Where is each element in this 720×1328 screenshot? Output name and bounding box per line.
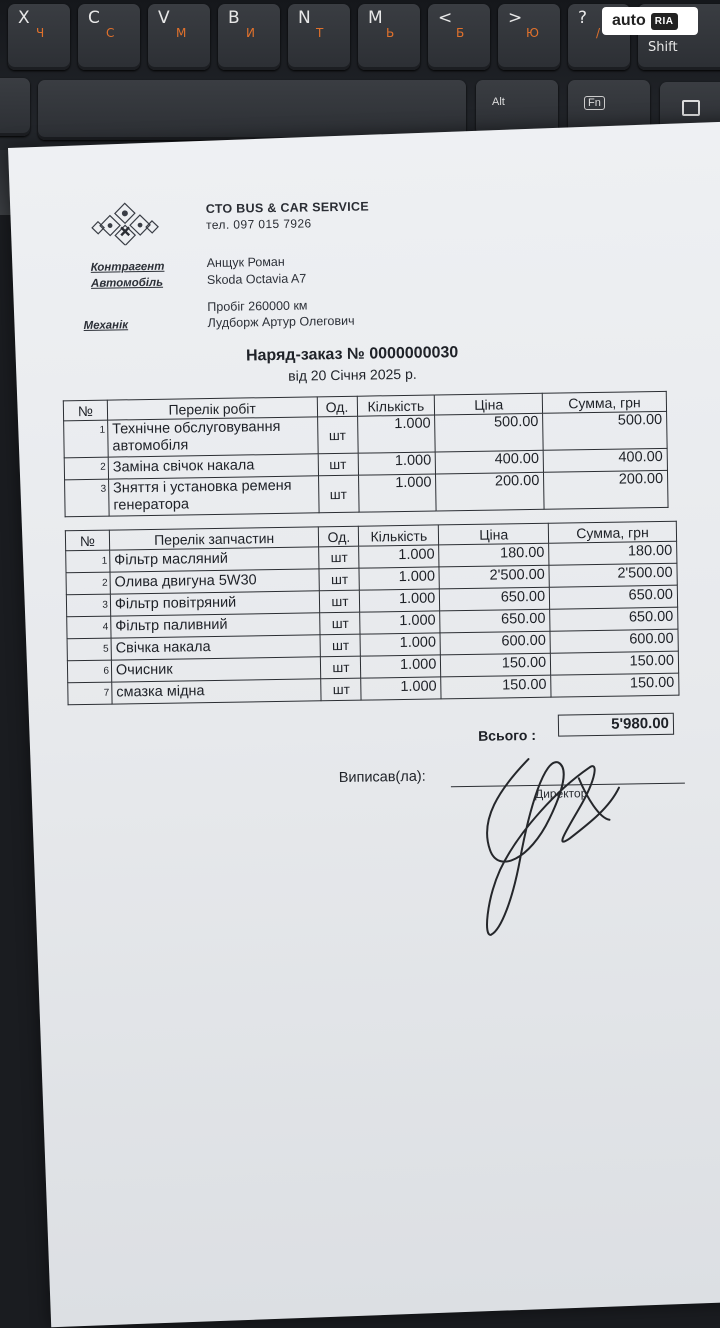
contractor-value: Анщук Роман xyxy=(206,254,285,271)
work-col-name: Перелік робіт xyxy=(107,397,317,420)
row-name: Очисник xyxy=(111,657,321,682)
parts-col-sum: Сумма, грн xyxy=(548,521,676,543)
handwritten-signature xyxy=(458,747,631,940)
row-sum: 650.00 xyxy=(550,607,678,631)
spacebar xyxy=(38,80,466,140)
row-sum: 400.00 xyxy=(543,448,667,472)
key-6 xyxy=(428,4,490,70)
row-unit: шт xyxy=(317,416,358,454)
key-1 xyxy=(78,4,140,70)
signed-by-label: Виписав(ла): xyxy=(338,768,426,787)
work-col-unit: Од. xyxy=(317,396,357,417)
row-sum: 150.00 xyxy=(551,673,679,697)
work-col-sum: Сумма, грн xyxy=(542,391,666,413)
parts-table xyxy=(65,521,680,706)
row-sum: 150.00 xyxy=(551,651,679,675)
company-phone: тел. 097 015 7926 xyxy=(205,216,312,233)
parts-col-price: Ціна xyxy=(439,523,549,545)
row-price: 400.00 xyxy=(436,450,544,474)
key-7 xyxy=(498,4,560,70)
total-value: 5'980.00 xyxy=(558,713,674,737)
work-col-price: Ціна xyxy=(435,393,543,415)
row-price: 600.00 xyxy=(440,631,550,655)
work-col-n: № xyxy=(63,400,107,421)
parts-col-qty: Кількість xyxy=(359,525,439,546)
row-name: Зняття і установка ременя генератора xyxy=(108,476,318,516)
row-sum: 600.00 xyxy=(550,629,678,653)
key-alt-label: Alt xyxy=(492,96,505,108)
key-5 xyxy=(358,4,420,70)
row-quantity: 1.000 xyxy=(361,655,441,678)
key-cyrillic-label: Ч xyxy=(36,26,45,40)
row-price: 150.00 xyxy=(441,653,551,677)
key-cyrillic-label: М xyxy=(176,26,187,40)
mechanic-value: Лудборж Артур Олегович xyxy=(207,313,355,331)
row-price: 650.00 xyxy=(440,609,550,633)
menu-icon xyxy=(682,100,700,116)
key-latin-label: B xyxy=(228,8,240,28)
key-latin-label: Shift xyxy=(648,40,678,55)
key-cyrillic-label: Ю xyxy=(526,26,539,40)
parts-col-name: Перелік запчастин xyxy=(109,527,319,550)
row-quantity: 1.000 xyxy=(358,474,437,512)
key-4 xyxy=(288,4,350,70)
car-value: Skoda Octavia A7 xyxy=(206,271,307,288)
row-number: 5 xyxy=(67,638,111,661)
key-cyrillic-label: / xyxy=(596,26,601,40)
row-unit: шт xyxy=(320,612,360,635)
signer-position: Директор xyxy=(534,786,588,801)
row-name: смазка мідна xyxy=(112,679,322,704)
row-price: 200.00 xyxy=(436,472,544,511)
row-price: 150.00 xyxy=(441,675,551,699)
row-sum: 180.00 xyxy=(549,541,677,565)
key-latin-label: M xyxy=(368,8,383,28)
key-cyrillic-label: С xyxy=(106,26,115,40)
row-number: 3 xyxy=(66,594,110,617)
row-name: Заміна свічок накала xyxy=(108,454,318,479)
row-unit: шт xyxy=(318,475,359,513)
mechanic-label: Механік xyxy=(83,319,129,332)
row-unit: шт xyxy=(319,546,359,569)
key-latin-label: V xyxy=(158,8,170,28)
key-cyrillic-label: Б xyxy=(456,26,465,40)
row-quantity: 1.000 xyxy=(360,633,440,656)
key-latin-label: < xyxy=(438,8,453,28)
row-price: 500.00 xyxy=(435,413,543,452)
company-header xyxy=(206,199,370,232)
row-unit: шт xyxy=(321,678,361,701)
contractor-label: Контрагент xyxy=(90,260,165,274)
autoria-watermark xyxy=(602,7,698,35)
row-quantity: 1.000 xyxy=(360,611,440,634)
key-cyrillic-label: Ь xyxy=(386,26,395,40)
row-unit: шт xyxy=(320,590,360,613)
order-date: від 20 Січня 2025 р. xyxy=(288,365,417,384)
row-quantity: 1.000 xyxy=(359,545,439,568)
row-unit: шт xyxy=(318,453,358,476)
row-name: Технічне обслуговування автомобіля xyxy=(108,417,318,457)
row-number: 2 xyxy=(66,572,110,595)
row-name: Фільтр повітряний xyxy=(110,591,320,616)
key-2 xyxy=(148,4,210,70)
row-name: Фільтр масляний xyxy=(110,547,320,572)
watermark-ria: RIA xyxy=(651,13,678,30)
row-name: Олива двигуна 5W30 xyxy=(110,569,320,594)
row-quantity: 1.000 xyxy=(361,677,441,700)
row-number: 3 xyxy=(65,479,109,517)
work-table xyxy=(63,391,669,517)
key-latin-label: X xyxy=(18,8,30,28)
row-unit: шт xyxy=(320,634,360,657)
key-latin-label: ? xyxy=(578,8,588,28)
row-number: 1 xyxy=(64,420,108,458)
row-quantity: 1.000 xyxy=(357,415,436,453)
key-cyrillic-label: И xyxy=(246,26,255,40)
key-cyrillic-label: Т xyxy=(316,26,324,40)
row-price: 650.00 xyxy=(440,587,550,611)
row-sum: 500.00 xyxy=(543,411,667,450)
row-quantity: 1.000 xyxy=(360,589,440,612)
mileage-value: Пробіг 260000 км xyxy=(207,298,308,315)
row-unit: шт xyxy=(319,568,359,591)
key-blank-left xyxy=(0,78,30,136)
row-price: 2'500.00 xyxy=(439,565,549,589)
total-label: Всього : xyxy=(477,726,537,744)
row-sum: 2'500.00 xyxy=(549,563,677,587)
row-quantity: 1.000 xyxy=(359,567,439,590)
key-latin-label: > xyxy=(508,8,523,28)
row-unit: шт xyxy=(321,656,361,679)
row-quantity: 1.000 xyxy=(358,452,436,475)
row-name: Свічка накала xyxy=(111,635,321,660)
row-number: 1 xyxy=(66,550,110,573)
row-number: 7 xyxy=(68,682,112,705)
key-fn-label: Fn xyxy=(584,96,605,110)
parts-col-n: № xyxy=(65,530,109,551)
row-price: 180.00 xyxy=(439,543,549,567)
parts-col-unit: Од. xyxy=(319,526,359,547)
key-3 xyxy=(218,4,280,70)
company-logo xyxy=(90,201,161,246)
row-sum: 200.00 xyxy=(544,470,668,509)
row-sum: 650.00 xyxy=(549,585,677,609)
order-title: Наряд-заказ № 0000000030 xyxy=(245,344,459,365)
key-latin-label: N xyxy=(298,8,311,28)
car-label: Автомобіль xyxy=(90,276,164,290)
key-0 xyxy=(8,4,70,70)
company-name: СТО BUS & CAR SERVICE xyxy=(205,199,370,217)
work-order-sheet xyxy=(8,120,720,1327)
row-name: Фільтр паливний xyxy=(111,613,321,638)
row-number: 6 xyxy=(67,660,111,683)
row-number: 2 xyxy=(64,457,108,480)
row-number: 4 xyxy=(67,616,111,639)
key-latin-label: C xyxy=(88,8,100,28)
watermark-auto: auto xyxy=(612,12,646,29)
work-col-qty: Кількість xyxy=(357,395,435,416)
